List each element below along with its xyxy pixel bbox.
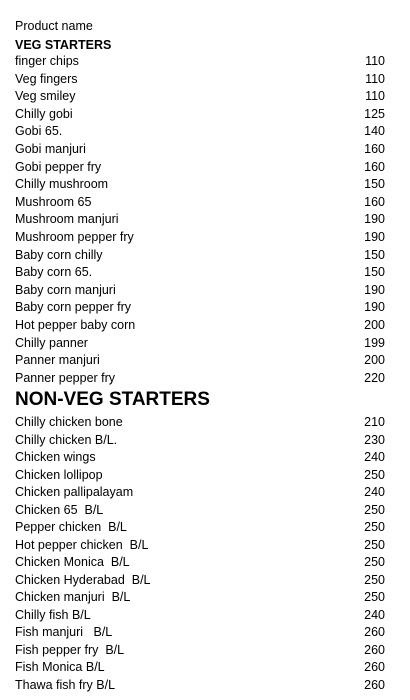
menu-item-row <box>0 642 410 660</box>
menu-item-row <box>0 264 410 282</box>
menu-item-name: Thawa fish fry B/L <box>15 677 116 692</box>
veg-starters-list <box>0 53 410 387</box>
menu-item-name: Chicken Hyderabad B/L <box>15 572 151 587</box>
menu-item-price: 250 <box>364 555 385 569</box>
menu-item-price: 125 <box>364 106 385 121</box>
menu-item-row <box>0 484 410 502</box>
menu-item-name: Fish Monica B/L <box>15 660 105 674</box>
menu-item-row <box>0 159 410 177</box>
menu-item-row <box>0 247 410 265</box>
menu-item-row <box>0 432 410 450</box>
menu-item-price: 220 <box>364 370 385 385</box>
menu-item-row <box>0 677 410 695</box>
menu-item-row <box>0 88 410 106</box>
menu-item-name: Gobi pepper fry <box>15 159 102 174</box>
menu-item-price: 199 <box>364 335 385 350</box>
menu-item-price: 250 <box>364 572 385 587</box>
menu-item-row <box>0 554 410 572</box>
menu-item-price: 190 <box>364 300 385 315</box>
menu-item-name: Gobi manjuri <box>15 141 86 156</box>
menu-item-price: 210 <box>364 415 385 429</box>
menu-item-row <box>0 194 410 212</box>
menu-item-price: 250 <box>364 502 385 517</box>
menu-item-price: 150 <box>364 265 385 280</box>
menu-item-name: Chilly gobi <box>15 106 73 121</box>
menu-item-price: 250 <box>364 467 385 482</box>
menu-item-name: Panner manjuri <box>15 353 100 368</box>
non-veg-starters-list <box>0 414 410 694</box>
menu-item-price: 200 <box>364 317 385 332</box>
menu-item-row <box>0 624 410 642</box>
menu-item-row <box>0 502 410 520</box>
menu-item-row <box>0 176 410 194</box>
menu-item-name: Chicken manjuri B/L <box>15 590 131 604</box>
menu-item-name: Chicken lollipop <box>15 467 103 482</box>
menu-item-price: 110 <box>365 54 385 68</box>
menu-item-name: Baby corn manjuri <box>15 282 116 297</box>
menu-item-price: 260 <box>364 625 385 639</box>
menu-item-row <box>0 71 410 89</box>
menu-item-row <box>0 299 410 317</box>
menu-item-row <box>0 572 410 590</box>
menu-item-row <box>0 519 410 537</box>
menu-item-name: Mushroom manjuri <box>15 212 119 227</box>
menu-item-price: 160 <box>364 194 385 209</box>
menu-item-row <box>0 141 410 159</box>
menu-item-row <box>0 659 410 677</box>
menu-item-price: 250 <box>364 590 385 604</box>
menu-item-row <box>0 607 410 625</box>
menu-item-name: Hot pepper chicken B/L <box>15 537 149 552</box>
menu-item-row <box>0 449 410 467</box>
menu-item-price: 150 <box>364 177 385 192</box>
menu-item-name: Chicken pallipalayam <box>15 485 134 499</box>
menu-item-name: Chicken Monica B/L <box>15 555 130 569</box>
menu-item-name: Chilly panner <box>15 335 88 350</box>
menu-item-name: Chilly fish B/L <box>15 607 91 622</box>
menu-item-row <box>0 282 410 300</box>
menu-item-price: 200 <box>364 353 385 368</box>
menu-item-row <box>0 53 410 71</box>
menu-item-name: Chilly chicken bone <box>15 415 123 429</box>
menu-item-name: Chilly mushroom <box>15 177 109 192</box>
menu-item-price: 190 <box>364 212 385 227</box>
menu-item-name: Mushroom pepper fry <box>15 229 134 244</box>
menu-item-row <box>0 106 410 124</box>
menu-item-price: 230 <box>364 432 385 447</box>
menu-item-name: Gobi 65. <box>15 124 63 139</box>
menu-item-row <box>0 335 410 353</box>
menu-item-name: Baby corn chilly <box>15 247 103 262</box>
menu-item-price: 150 <box>364 247 385 262</box>
menu-item-name: Veg fingers <box>15 71 78 86</box>
menu-item-name: Chicken wings <box>15 450 96 464</box>
menu-item-price: 240 <box>364 485 385 499</box>
menu-item-row <box>0 317 410 335</box>
menu-item-price: 110 <box>365 71 385 86</box>
menu-item-name: Pepper chicken B/L <box>15 520 127 534</box>
menu-item-price: 260 <box>364 642 385 657</box>
menu-item-price: 250 <box>364 537 385 552</box>
menu-item-name: Mushroom 65 <box>15 194 92 209</box>
menu-item-price: 140 <box>364 124 385 139</box>
menu-item-price: 250 <box>364 520 385 534</box>
menu-item-row <box>0 211 410 229</box>
menu-item-price: 260 <box>364 677 385 692</box>
menu-item-name: Baby corn 65. <box>15 265 93 280</box>
menu-item-name: Panner pepper fry <box>15 370 116 385</box>
menu-item-row <box>0 352 410 370</box>
menu-item-name: Baby corn pepper fry <box>15 300 132 315</box>
menu-item-name: Hot pepper baby corn <box>15 317 136 332</box>
menu-item-price: 160 <box>364 141 385 156</box>
menu-item-row <box>0 229 410 247</box>
menu-item-price: 160 <box>364 159 385 174</box>
menu-item-price: 110 <box>365 89 385 104</box>
menu-item-row <box>0 123 410 141</box>
menu-item-price: 260 <box>364 660 385 674</box>
section-title-veg-starters: VEG STARTERS <box>15 38 112 52</box>
menu-item-row <box>0 370 410 388</box>
menu-item-row <box>0 467 410 485</box>
menu-item-row <box>0 414 410 432</box>
menu-item-price: 190 <box>364 229 385 244</box>
column-header-product-name: Product name <box>15 19 93 33</box>
menu-item-name: Fish manjuri B/L <box>15 625 113 639</box>
menu-item-price: 240 <box>364 450 385 464</box>
menu-item-name: Fish pepper fry B/L <box>15 642 125 657</box>
menu-item-row <box>0 537 410 555</box>
menu-item-row <box>0 589 410 607</box>
menu-item-name: Chilly chicken B/L. <box>15 432 118 447</box>
menu-item-name: finger chips <box>15 54 79 68</box>
menu-item-name: Chicken 65 B/L <box>15 502 104 517</box>
section-title-non-veg-starters: NON-VEG STARTERS <box>15 389 210 410</box>
menu-item-name: Veg smiley <box>15 89 76 104</box>
menu-item-price: 190 <box>364 282 385 297</box>
menu-item-price: 240 <box>364 607 385 622</box>
